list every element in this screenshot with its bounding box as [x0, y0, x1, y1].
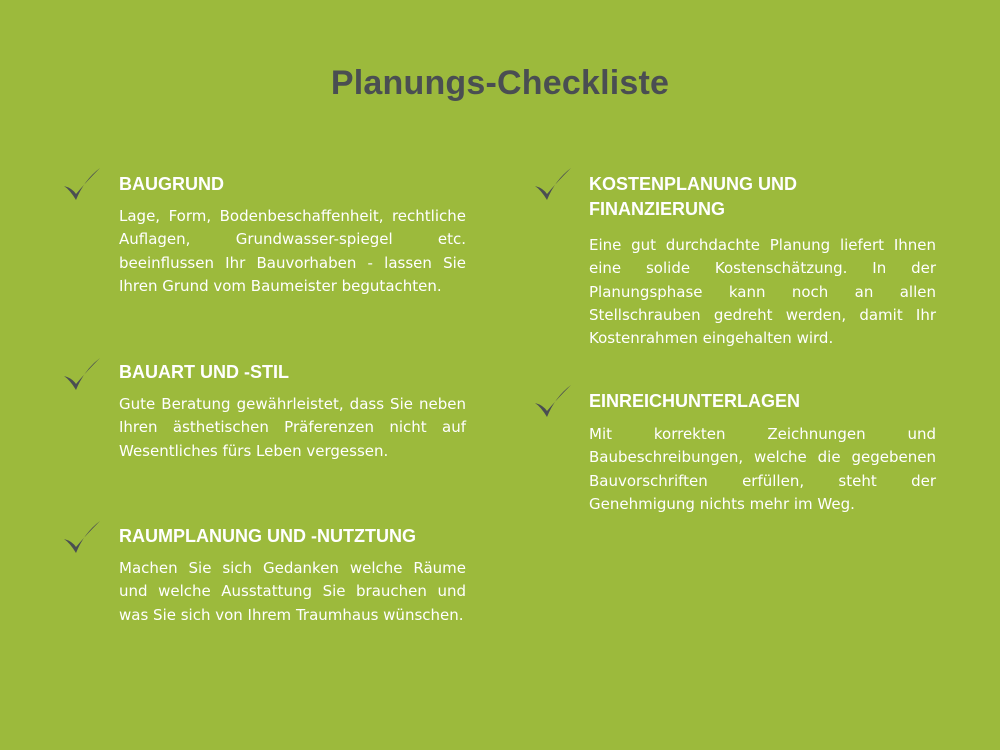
item-heading: KOSTENPLANUNG UND FINANZIERUNG — [589, 174, 798, 219]
item-heading: RAUMPLANUNG UND -NUTZTUNG — [119, 526, 416, 546]
item-text: Lage, Form, Bodenbeschaffenheit, rechtliche Auflagen, Grundwasser-spiegel etc. beeinflussen Ihr Bauvorhaben - lassen Sie Ihren Grund vom Baumeister begutachten. — [119, 207, 466, 295]
checkmark-icon — [60, 164, 104, 208]
checkmark-icon — [531, 381, 575, 425]
item-text: Mit korrekten Zeichnungen und Baubeschreibungen, welche die gegebenen Bauvorschriften erfüllen, steht der Genehmigung nichts mehr im Weg. — [589, 425, 936, 513]
item-text: Gute Beratung gewährleistet, dass Sie neben Ihren ästhetischen Präferenzen nicht auf Wesentliches fürs Leben vergessen. — [119, 395, 466, 460]
item-heading: EINREICHUNTERLAGEN — [589, 391, 801, 411]
item-heading: BAUART UND -STIL — [119, 362, 289, 382]
checkmark-icon — [60, 354, 104, 398]
item-heading: BAUGRUND — [119, 174, 224, 194]
page-title: Planungs-Checkliste — [330, 64, 670, 102]
checkmark-icon — [60, 517, 104, 561]
checkmark-icon — [531, 164, 575, 208]
item-text: Eine gut durchdachte Planung liefert Ihnen eine solide Kostenschätzung. In der Planungsphase kann noch an allen Stellschrauben gedreht werden, damit Ihr Kostenrahmen eingehalten wird. — [589, 236, 936, 348]
item-text: Machen Sie sich Gedanken welche Räume und welche Ausstattung Sie brauchen und was Sie sich von Ihrem Traumhaus wünschen. — [119, 559, 466, 624]
